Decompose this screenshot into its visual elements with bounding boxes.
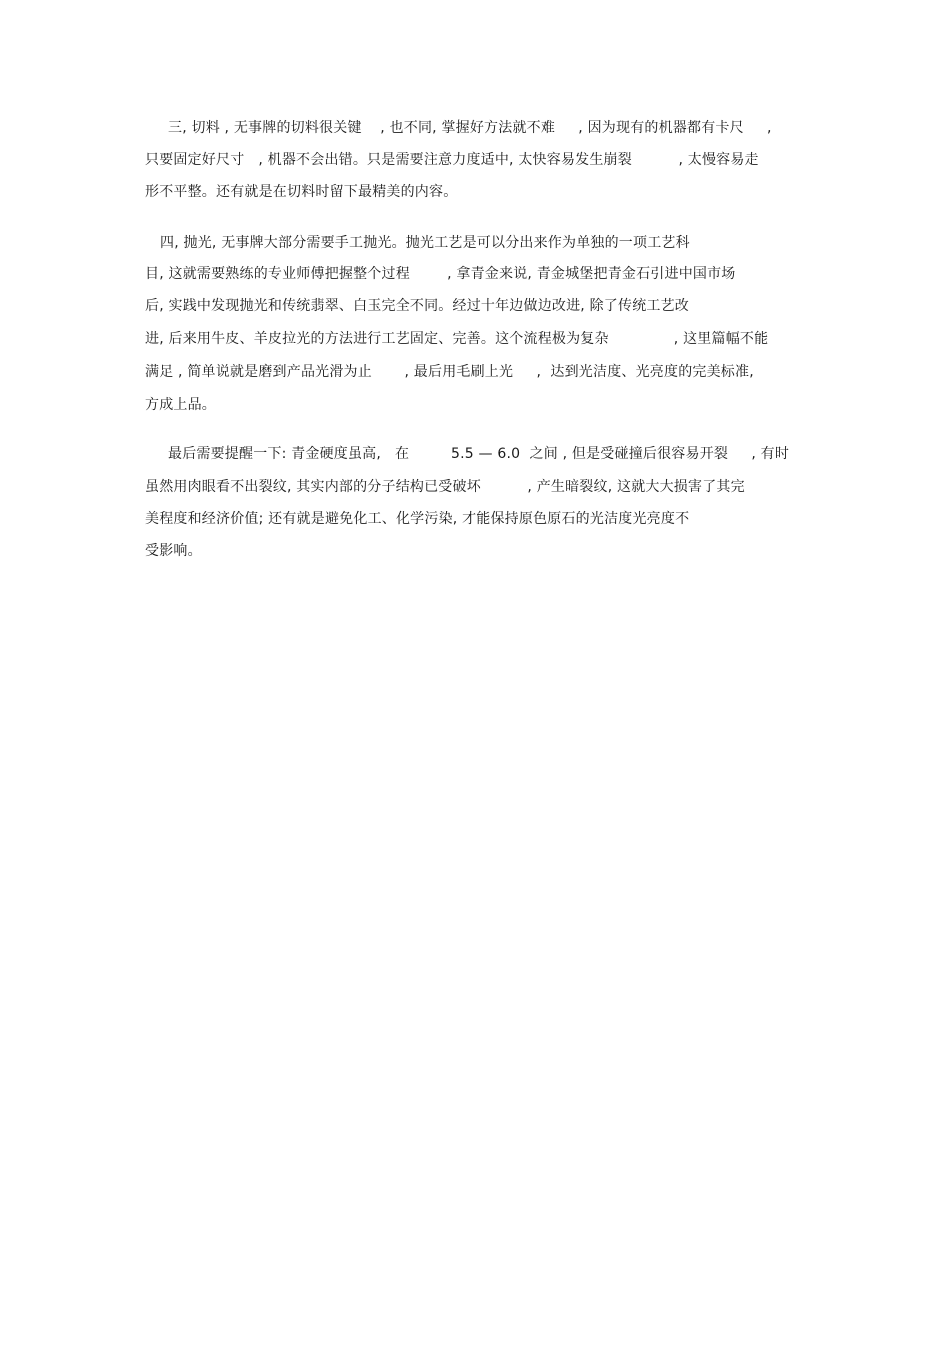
paragraph-line: 方成上品。 xyxy=(145,397,216,413)
paragraph-line: 三, 切料 , 无事牌的切料很关键 , 也不同, 掌握好方法就不难 , 因为现有的机器都有卡尺 , xyxy=(168,120,772,136)
paragraph-line: 后, 实践中发现抛光和传统翡翠、白玉完全不同。经过十年边做边改进, 除了传统工艺改 xyxy=(145,298,689,314)
paragraph-line: 最后需要提醒一下: 青金硬度虽高, 在 5.5 — 6.0 之间 , 但是受碰撞后很容易开裂 , 有时 xyxy=(168,446,790,462)
paragraph-line: 美程度和经济价值; 还有就是避免化工、化学污染, 才能保持原色原石的光洁度光亮度不 xyxy=(145,511,690,527)
paragraph-line: 进, 后来用牛皮、羊皮拉光的方法进行工艺固定、完善。这个流程极为复杂 , 这里篇幅不能 xyxy=(145,331,769,347)
paragraph-line: 虽然用肉眼看不出裂纹, 其实内部的分子结构已受破坏 , 产生暗裂纹, 这就大大损害了其完 xyxy=(145,479,745,495)
paragraph-line: 形不平整。还有就是在切料时留下最精美的内容。 xyxy=(145,184,458,200)
paragraph-line: 满足 , 简单说就是磨到产品光滑为止 , 最后用毛刷上光 , 达到光洁度、光亮度的完美标准, xyxy=(145,364,754,380)
paragraph-line: 只要固定好尺寸 , 机器不会出错。只是需要注意力度适中, 太快容易发生崩裂 , 太慢容易走 xyxy=(145,152,759,168)
paragraph-line: 受影响。 xyxy=(145,543,202,559)
paragraph-line: 目, 这就需要熟练的专业师傅把握整个过程 , 拿青金来说, 青金城堡把青金石引进中国市场 xyxy=(145,266,736,282)
paragraph-line: 四, 抛光, 无事牌大部分需要手工抛光。抛光工艺是可以分出来作为单独的一项工艺科 xyxy=(160,235,690,251)
